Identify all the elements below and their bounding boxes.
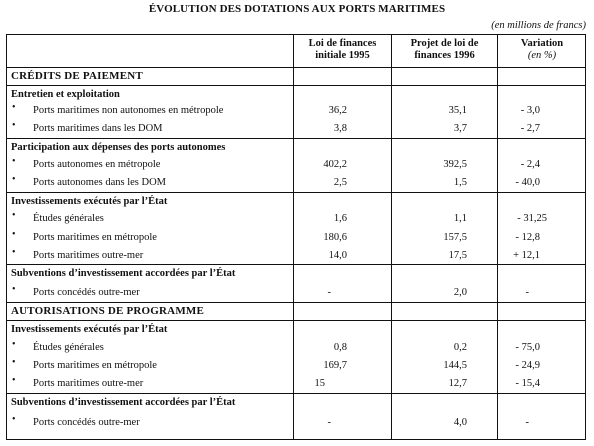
bullet: • xyxy=(12,247,16,258)
table-header xyxy=(7,35,585,68)
row-label: Ports autonomes dans les DOM xyxy=(33,177,166,188)
bullet: • xyxy=(12,414,16,425)
group-row xyxy=(7,395,585,410)
value-1996: 2,0 xyxy=(453,287,467,298)
value-variation: + 12,1 xyxy=(513,250,540,261)
table-row xyxy=(7,211,585,226)
bullet: • xyxy=(12,375,16,386)
value-1996: 1,1 xyxy=(453,213,467,224)
row-label: Ports maritimes en métropole xyxy=(33,360,157,371)
header-lfi-1995: Loi de finances initiale 1995 xyxy=(308,38,377,61)
bullet: • xyxy=(12,210,16,221)
value-variation: - xyxy=(525,287,529,298)
value-1996: 0,2 xyxy=(453,342,467,353)
value-variation: - 2,4 xyxy=(520,159,540,170)
bullet: • xyxy=(12,357,16,368)
group-row xyxy=(7,140,585,155)
value-variation: - 15,4 xyxy=(515,378,540,389)
table-row xyxy=(7,175,585,190)
value-variation: - 3,0 xyxy=(520,105,540,116)
value-1996: 3,7 xyxy=(453,123,467,134)
value-1995: 15 xyxy=(314,378,325,389)
dotations-table xyxy=(6,34,586,440)
group-row xyxy=(7,194,585,209)
value-1995: - xyxy=(327,417,331,428)
table-row xyxy=(7,340,585,355)
value-variation: - xyxy=(525,417,529,428)
row-label: Ports maritimes dans les DOM xyxy=(33,123,163,134)
group-participation: Participation aux dépenses des ports autonomes xyxy=(11,142,226,153)
group-subventions-ap: Subventions d’investissement accordées par l’État xyxy=(11,397,236,408)
section-autorisations-programme: AUTORISATIONS DE PROGRAMME xyxy=(11,305,205,317)
header-variation: Variation (en %) xyxy=(520,38,564,61)
section-credits-paiement: CRÉDITS DE PAIEMENT xyxy=(11,70,143,82)
value-variation: - 2,7 xyxy=(520,123,540,134)
row-label: Ports maritimes outre-mer xyxy=(33,250,144,261)
value-variation: - 24,9 xyxy=(515,360,540,371)
group-row xyxy=(7,266,585,281)
table-row xyxy=(7,248,585,263)
value-1996: 17,5 xyxy=(448,250,467,261)
bullet: • xyxy=(12,174,16,185)
value-1996: 392,5 xyxy=(443,159,467,170)
row-label: Ports concédés outre-mer xyxy=(33,417,140,428)
header-plf-1996: Projet de loi de finances 1996 xyxy=(410,38,479,61)
value-1996: 35,1 xyxy=(448,105,467,116)
row-label: Ports autonomes en métropole xyxy=(33,159,161,170)
value-variation: - 75,0 xyxy=(515,342,540,353)
group-investissements-cp: Investissements exécutés par l’État xyxy=(11,196,168,207)
value-1996: 1,5 xyxy=(453,177,467,188)
table-row xyxy=(7,358,585,373)
group-row xyxy=(7,87,585,102)
bullet: • xyxy=(12,229,16,240)
row-label: Ports concédés outre-mer xyxy=(33,287,140,298)
row-label: Études générales xyxy=(33,342,104,353)
value-1995: 180,6 xyxy=(323,232,347,243)
section-row xyxy=(7,304,585,319)
value-1996: 4,0 xyxy=(453,417,467,428)
value-1995: 14,0 xyxy=(328,250,347,261)
document-title: ÉVOLUTION DES DOTATIONS AUX PORTS MARITIMES xyxy=(148,3,446,15)
group-entretien: Entretien et exploitation xyxy=(11,89,120,100)
row-label: Ports maritimes outre-mer xyxy=(33,378,144,389)
table-row xyxy=(7,121,585,136)
value-1996: 157,5 xyxy=(443,232,467,243)
value-1996: 144,5 xyxy=(443,360,467,371)
row-label: Ports maritimes en métropole xyxy=(33,232,157,243)
bullet: • xyxy=(12,339,16,350)
value-1995: 0,8 xyxy=(333,342,347,353)
value-variation: - 12,8 xyxy=(515,232,540,243)
table-row xyxy=(7,230,585,245)
bullet: • xyxy=(12,120,16,131)
section-row xyxy=(7,69,585,84)
value-1996: 12,7 xyxy=(448,378,467,389)
value-variation: - 40,0 xyxy=(515,177,540,188)
table-row xyxy=(7,376,585,391)
row-label: Ports maritimes non autonomes en métropole xyxy=(33,105,224,116)
group-investissements-ap: Investissements exécutés par l’État xyxy=(11,324,168,335)
bullet: • xyxy=(12,284,16,295)
table-row xyxy=(7,157,585,172)
group-row xyxy=(7,322,585,337)
value-1995: 1,6 xyxy=(333,213,347,224)
row-label: Études générales xyxy=(33,213,104,224)
unit-note: (en millions de francs) xyxy=(491,20,586,31)
value-1995: 2,5 xyxy=(333,177,347,188)
value-1995: 169,7 xyxy=(323,360,347,371)
value-1995: - xyxy=(327,287,331,298)
value-1995: 3,8 xyxy=(333,123,347,134)
bullet: • xyxy=(12,102,16,113)
value-1995: 402,2 xyxy=(323,159,347,170)
value-1995: 36,2 xyxy=(328,105,347,116)
value-variation: - 31,25 xyxy=(517,213,547,224)
table-row xyxy=(7,103,585,118)
table-row xyxy=(7,285,585,300)
group-subventions-cp: Subventions d’investissement accordées par l’État xyxy=(11,268,236,279)
table-row xyxy=(7,415,585,430)
bullet: • xyxy=(12,156,16,167)
